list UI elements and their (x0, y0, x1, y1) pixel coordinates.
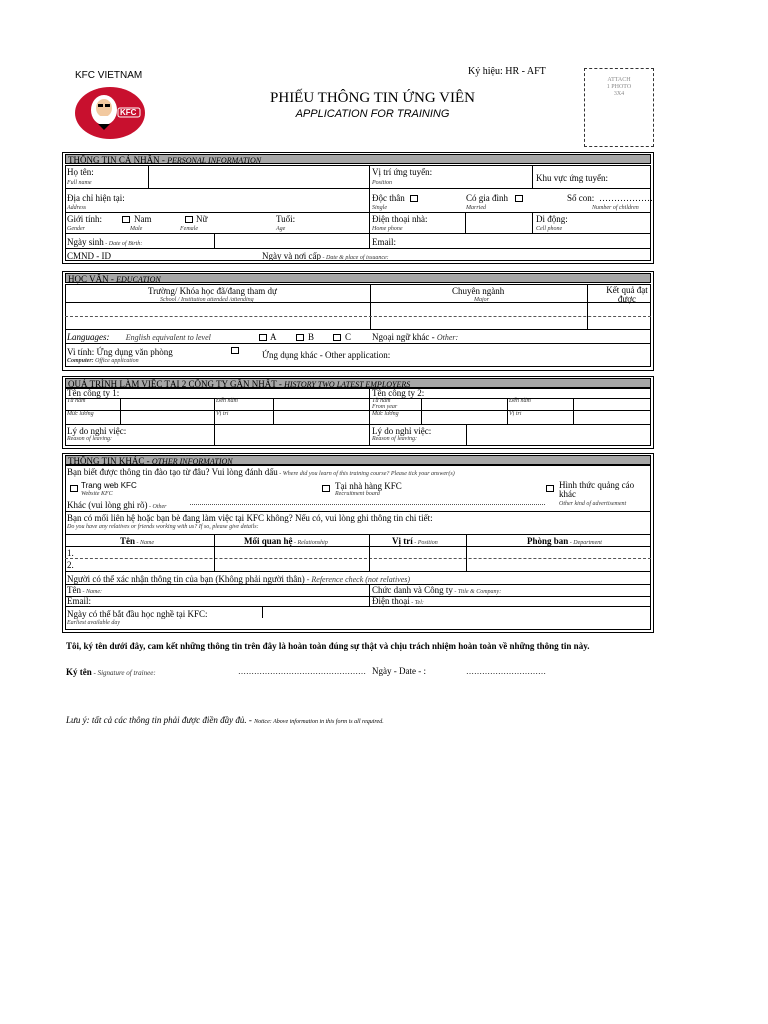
ref-title-label (372, 585, 501, 595)
married-checkbox[interactable] (515, 195, 523, 202)
col-rel-en: - Relationship (292, 540, 328, 546)
ref-name-en: - Name: (81, 589, 102, 595)
logo-text: KFC (120, 108, 137, 117)
email-label: Email: (372, 237, 396, 247)
relatives-question-en: Do you have any relatives or friends working with us? If so, please give details: (67, 524, 259, 530)
employment-title: QUÁ TRÌNH LÀM VIỆC TẠI 2 CÔNG TY GẦN NHẤT - (68, 379, 285, 389)
mobile-en: Cell phone (536, 226, 563, 232)
signature-field[interactable]: ………………………………………… (238, 667, 366, 676)
dob-label (67, 237, 142, 247)
gender-en: Gender (67, 226, 85, 232)
education-header (65, 273, 651, 283)
other-language-en: Other: (436, 333, 459, 342)
position-label: Vị trí ứng tuyển: (372, 167, 433, 177)
relatives-question: Bạn có mối liên hệ hoặc bạn bè đang làm việc tại KFC không? Nếu có, vui lòng ghi thông tin chi tiết: (67, 513, 433, 523)
other-title: THÔNG TIN KHÁC - (68, 456, 152, 466)
salary1-label: Mức lương (67, 411, 94, 417)
employment-title-en: HISTORY TWO LATEST EMPLOYERS (284, 380, 411, 389)
full-name-en: Full name (67, 180, 92, 186)
dob-label-text: Ngày sinh (67, 237, 104, 247)
other-source-text: Khác (vui lòng ghi rõ) (67, 500, 148, 510)
source-question-text: Bạn biết được thông tin đào tạo từ đâu? Vui lòng đánh dấu (67, 467, 278, 477)
computer-checkbox[interactable] (231, 347, 239, 354)
from2-label: Từ năm (372, 398, 391, 404)
web-en: Website KFC (81, 491, 113, 497)
company1-label: Tên công ty 1: (67, 388, 120, 398)
leave2-label: Lý do nghỉ việc: (372, 426, 432, 436)
male-checkbox[interactable] (122, 216, 130, 223)
issue-en: - Date & place of issuance: (321, 255, 389, 261)
mobile-label: Di động: (536, 214, 568, 224)
photo-box[interactable] (584, 68, 654, 147)
full-name-field[interactable] (150, 167, 368, 187)
area-label: Khu vực ứng tuyển: (536, 173, 608, 183)
single-en: Single (372, 205, 387, 211)
col-dept-header (527, 536, 602, 546)
col-rel-text: Mối quan hệ (244, 536, 293, 546)
level-b-label: B (308, 332, 315, 342)
other-source-en: - Other (147, 504, 167, 510)
female-label: Nữ (196, 214, 208, 224)
address-label: Địa chỉ hiện tại: (67, 193, 125, 203)
children-en: Number of children (592, 205, 639, 211)
company1-fields[interactable] (122, 400, 212, 422)
children-label: Số con: (567, 193, 595, 203)
date-label: Ngày - Date - : (372, 666, 426, 676)
col-name-header (120, 536, 154, 546)
age-en: Age (276, 226, 286, 232)
start-pos2-label: Vị trí (509, 411, 522, 417)
board-label: Tại nhà hàng KFC (335, 481, 402, 491)
col-dept-text: Phòng ban (527, 536, 569, 546)
other-language-text: Ngoại ngữ khác - (372, 332, 437, 342)
ref-name-label (67, 585, 102, 595)
photo-label-2: 1 PHOTO (606, 84, 632, 90)
from1-label: Từ năm (67, 398, 86, 404)
dob-field[interactable] (216, 235, 366, 247)
full-name-label: Họ tên: (67, 167, 94, 177)
other-language-label (372, 332, 458, 342)
level-c-label: C (345, 332, 352, 342)
source-question (67, 467, 455, 477)
notice (66, 715, 384, 725)
result-col-header: Kết quả đạt được (606, 285, 648, 304)
kfc-logo (74, 86, 146, 140)
salary2-label: Mức lương (372, 411, 399, 417)
date-field[interactable]: ………………………… (466, 667, 546, 676)
to1-label: Đến năm (216, 398, 238, 404)
address-field[interactable] (150, 190, 368, 210)
school-col-en: School / Institution attended /attending (160, 297, 254, 303)
form-code: Ký hiệu: HR - AFT (468, 66, 546, 77)
issue-label-text: Ngày và nơi cấp (262, 251, 321, 261)
computer-en-bold: Computer: (67, 358, 94, 364)
ref-tel-en: - Tel: (409, 600, 424, 606)
male-label: Nam (134, 214, 152, 224)
married-en: Married (466, 205, 486, 211)
dob-en: - Date of Birth: (103, 241, 143, 247)
signature-en: - Signature of trainee: (91, 669, 156, 677)
leave1-label: Lý do nghỉ việc: (67, 426, 127, 436)
web-label: Trang web KFC (81, 481, 137, 490)
single-label: Độc thân (372, 193, 405, 203)
start-date-en: Earliest available day (67, 620, 120, 626)
female-checkbox[interactable] (185, 216, 193, 223)
reference-question-en: - Reference check (not relatives) (304, 575, 411, 584)
relatives-row-1[interactable]: 1. (67, 548, 74, 558)
male-en: Male (130, 226, 143, 232)
col-dept-en: - Department (568, 540, 602, 546)
ads-en: Other kind of advertisement (559, 501, 627, 507)
form-title: PHIẾU THÔNG TIN ỨNG VIÊN (270, 90, 475, 106)
other-source-label (67, 500, 166, 510)
other-header (65, 455, 651, 465)
id-label: CMND - ID (67, 251, 111, 261)
company2-label: Tên công ty 2: (372, 388, 425, 398)
ref-tel-text: Điện thoại (372, 596, 410, 606)
school-col-header: Trường/ Khóa học đã/đang tham dự (148, 286, 277, 296)
source-question-en: - Where did you learn of this training course? Please tick your answer(s) (277, 471, 455, 477)
board-checkbox[interactable] (322, 485, 330, 492)
level-a-checkbox[interactable] (259, 334, 267, 341)
reference-question (67, 574, 410, 584)
age-label: Tuổi: (276, 214, 296, 224)
education-title-en: EDUCATION (116, 275, 161, 284)
start-date-label: Ngày có thể bắt đầu học nghề tại KFC: (67, 609, 208, 619)
other-app-label: Ứng dụng khác - Other application: (262, 350, 391, 360)
languages-label-text: Languages: (67, 332, 110, 342)
col-pos-text: Vị trí (392, 536, 413, 546)
address-en: Address (67, 205, 87, 211)
issue-label (262, 251, 389, 261)
gender-label: Giới tính: (67, 214, 103, 224)
other-source-field[interactable] (190, 504, 545, 505)
ref-name-text: Tên (67, 585, 81, 595)
col-name-en: - Name (135, 540, 155, 546)
ref-tel-label (372, 596, 424, 606)
languages-label (67, 332, 211, 342)
start-date-field[interactable] (264, 608, 644, 626)
web-checkbox[interactable] (70, 485, 78, 492)
personal-title: THÔNG TIN CÁ NHÂN - (68, 155, 168, 165)
personal-header (65, 154, 651, 164)
level-c-checkbox[interactable] (333, 334, 341, 341)
home-phone-label: Điện thoại nhà: (372, 214, 428, 224)
leave2-en: Reason of leaving: (372, 436, 417, 442)
computer-label: Vi tính: Ứng dụng văn phòng (67, 347, 173, 357)
company2-fields[interactable] (423, 400, 505, 422)
ref-title-text: Chức danh và Công ty (372, 585, 453, 595)
single-checkbox[interactable] (410, 195, 418, 202)
personal-title-en: PERSONAL INFORMATION (167, 156, 262, 165)
employment-header (65, 378, 651, 388)
signature-label (66, 667, 156, 677)
computer-en (67, 358, 139, 364)
ref-email-label: Email: (67, 596, 91, 606)
ads-checkbox[interactable] (546, 485, 554, 492)
education-rows[interactable] (67, 304, 647, 328)
other-title-en: OTHER INFORMATION (151, 457, 233, 466)
languages-en: English equivalent to level (125, 333, 211, 342)
notice-text: Lưu ý: tất cả các thông tin phải được điền đầy đủ. - (66, 715, 255, 725)
relatives-row-2[interactable]: 2. (67, 560, 74, 570)
level-b-checkbox[interactable] (296, 334, 304, 341)
photo-label-1: ATTACH (607, 77, 631, 83)
level-a-label: A (270, 332, 277, 342)
to2-label: Đến năm (509, 398, 531, 404)
from2-en: From year (372, 404, 398, 410)
leave1-en: Reason of leaving: (67, 436, 112, 442)
major-col-header: Chuyên ngành (452, 286, 505, 296)
form-subtitle: APPLICATION FOR TRAINING (295, 108, 450, 120)
photo-label-3: 3X4 (613, 91, 625, 97)
computer-en-text: Office application (93, 358, 139, 364)
ref-title-en: - Title & Company: (452, 589, 502, 595)
home-phone-en: Home phone (372, 226, 403, 232)
col-pos-header (392, 536, 438, 546)
reference-question-text: Người có thể xác nhận thông tin của bạn (Không phải người thân) (67, 574, 305, 584)
education-title: HỌC VẤN - (68, 274, 117, 284)
married-label: Có gia đình (466, 193, 508, 203)
children-dots[interactable]: ……………… (599, 193, 653, 203)
company-name: KFC VIETNAM (75, 70, 143, 81)
notice-en: Notice: Above information in this form is all required. (254, 719, 384, 725)
declaration: Tôi, ký tên dưới đây, cam kết những thông tin trên đây là hoàn toàn đúng sự thật và chịu trách nhiệm hoàn toàn về những thông tin này. (66, 641, 590, 651)
position-en: Position (372, 180, 393, 186)
email-field[interactable] (400, 235, 648, 247)
col-rel-header (244, 536, 328, 546)
major-col-en: Major (474, 297, 489, 303)
start-pos1-label: Vị trí (216, 411, 229, 417)
board-en: Recruitment board (335, 491, 380, 497)
signature-text: Ký tên (66, 667, 92, 677)
col-name-text: Tên (120, 536, 136, 546)
ads-label: Hình thức quảng cáo khác (559, 480, 635, 499)
female-en: Female (180, 226, 198, 232)
col-pos-en: - Position (412, 540, 438, 546)
